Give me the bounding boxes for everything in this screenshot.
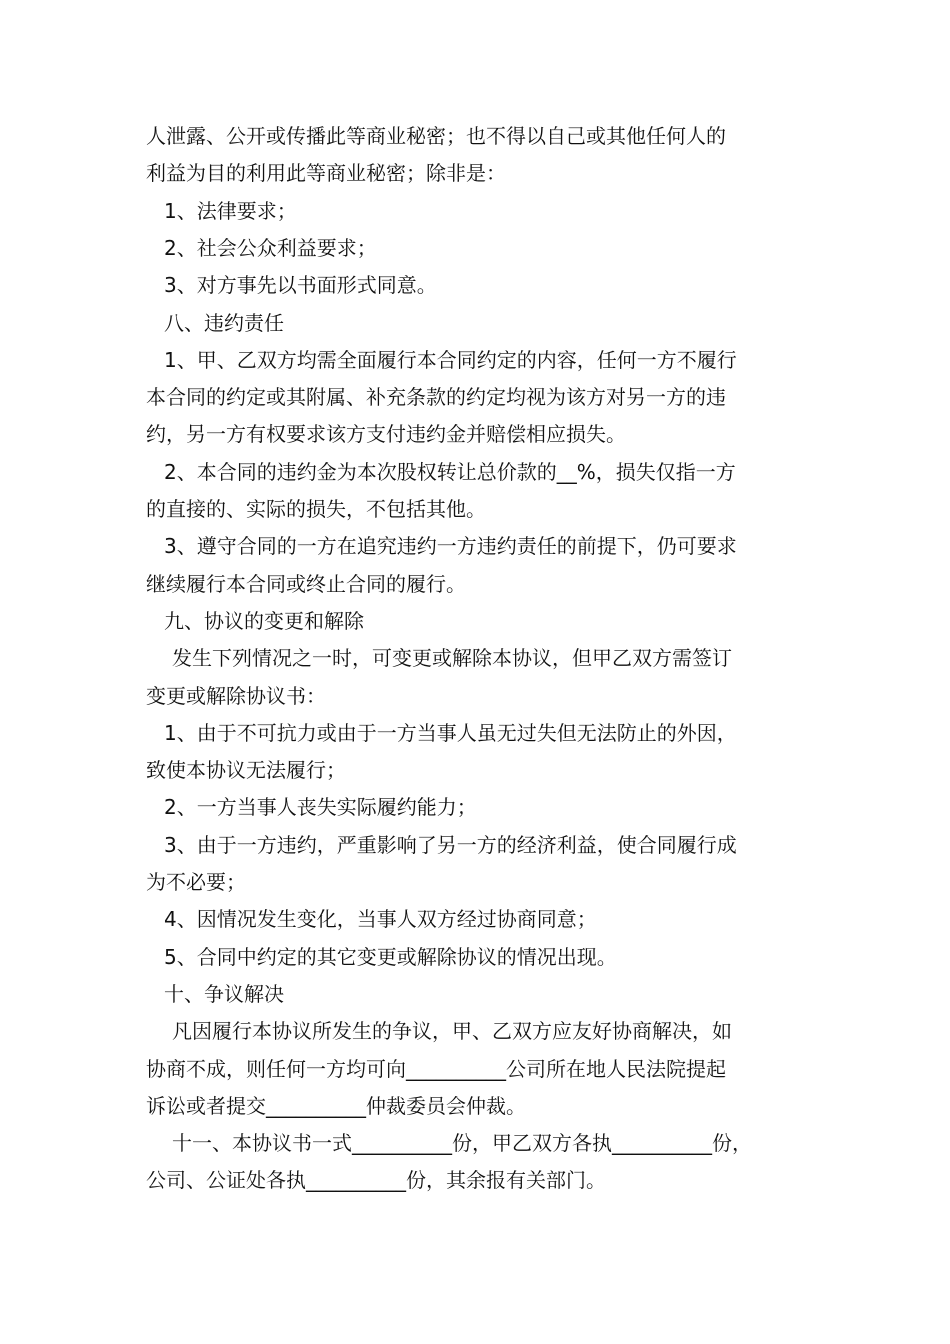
list-item: 2、一方当事人丧失实际履约能力； bbox=[164, 795, 477, 819]
section-heading: 十、争议解决 bbox=[164, 982, 284, 1006]
paragraph-line: 继续履行本合同或终止合同的履行。 bbox=[146, 572, 466, 596]
paragraph-line: 协商不成，则任何一方均可向__________公司所在地人民法院提起 bbox=[146, 1057, 726, 1081]
paragraph-line: 2、本合同的违约金为本次股权转让总价款的__%，损失仅指一方 bbox=[164, 460, 736, 484]
paragraph-line: 诉讼或者提交__________仲裁委员会仲裁。 bbox=[146, 1094, 526, 1118]
paragraph-line: 致使本协议无法履行； bbox=[146, 758, 346, 782]
paragraph-line: 的直接的、实际的损失，不包括其他。 bbox=[146, 497, 486, 521]
paragraph-line: 1、甲、乙双方均需全面履行本合同约定的内容，任何一方不履行 bbox=[164, 348, 737, 372]
section-heading: 八、违约责任 bbox=[164, 311, 284, 335]
paragraph-line: 利益为目的利用此等商业秘密；除非是： bbox=[146, 161, 506, 185]
paragraph-line: 3、遵守合同的一方在追究违约一方违约责任的前提下，仍可要求 bbox=[164, 534, 737, 558]
section-heading: 九、协议的变更和解除 bbox=[164, 609, 364, 633]
paragraph-line: 凡因履行本协议所发生的争议，甲、乙双方应友好协商解决，如 bbox=[172, 1019, 732, 1043]
paragraph-line: 约，另一方有权要求该方支付违约金并赔偿相应损失。 bbox=[146, 422, 626, 446]
paragraph-line: 本合同的约定或其附属、补充条款的约定均视为该方对另一方的违 bbox=[146, 385, 726, 409]
paragraph-line: 公司、公证处各执__________份，其余报有关部门。 bbox=[146, 1168, 606, 1192]
paragraph-line: 为不必要； bbox=[146, 870, 246, 894]
list-item: 4、因情况发生变化，当事人双方经过协商同意； bbox=[164, 907, 597, 931]
paragraph-line: 1、由于不可抗力或由于一方当事人虽无过失但无法防止的外因， bbox=[164, 721, 737, 745]
list-item: 5、合同中约定的其它变更或解除协议的情况出现。 bbox=[164, 945, 617, 969]
list-item: 1、法律要求； bbox=[164, 199, 297, 223]
list-item: 2、社会公众利益要求； bbox=[164, 236, 377, 260]
list-item: 3、对方事先以书面形式同意。 bbox=[164, 273, 437, 297]
paragraph-line: 发生下列情况之一时，可变更或解除本协议，但甲乙双方需签订 bbox=[172, 646, 732, 670]
paragraph-line: 十一、本协议书一式__________份，甲乙双方各执__________份， bbox=[172, 1131, 752, 1155]
paragraph-line: 3、由于一方违约，严重影响了另一方的经济利益，使合同履行成 bbox=[164, 833, 737, 857]
paragraph-line: 人泄露、公开或传播此等商业秘密；也不得以自己或其他任何人的 bbox=[146, 124, 726, 148]
paragraph-line: 变更或解除协议书： bbox=[146, 684, 326, 708]
